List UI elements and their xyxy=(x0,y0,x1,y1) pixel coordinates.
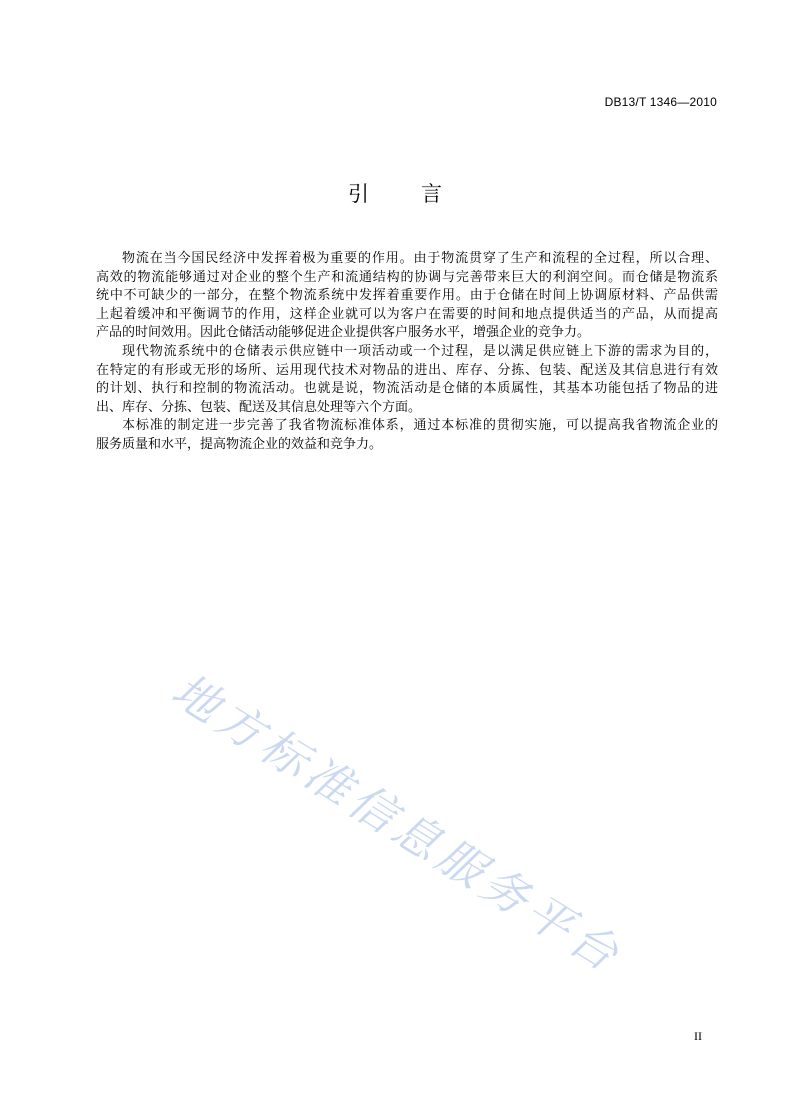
paragraph-1 xyxy=(96,250,718,343)
watermark-text: 地方标准信息服务平台 xyxy=(162,662,633,984)
text-line: 现代物流系统中的仓储表示供应链中一项活动或一个过程，是以满足供应链上下游的需求为目的， xyxy=(122,343,718,359)
text-line: 本标准的制定进一步完善了我省物流标准体系，通过本标准的贯彻实施，可以提高我省物流企业的 xyxy=(122,418,718,434)
paragraph-3 xyxy=(96,417,718,454)
title-char-2: 言 xyxy=(421,182,444,206)
text-line: 上起着缓冲和平衡调节的作用，这样企业就可以为客户在需要的时间和地点提供适当的产品，从而提高 xyxy=(96,306,718,322)
introduction-body xyxy=(96,250,718,455)
text-line: 在特定的有形或无形的场所、运用现代技术对物品的进出、库存、分拣、包装、配送及其信息进行有效 xyxy=(96,362,718,378)
text-line: 出、库存、分拣、包装、配送及其信息处理等六个方面。 xyxy=(96,399,422,415)
text-line: 高效的物流能够通过对企业的整个生产和流通结构的协调与完善带来巨大的利润空间。而仓储是物流系 xyxy=(96,269,718,285)
document-code: DB13/T 1346—2010 xyxy=(604,95,717,109)
page-title xyxy=(0,178,792,208)
text-line: 产品的时间效用。因此仓储活动能够促进企业提供客户服务水平，增强企业的竞争力。 xyxy=(96,325,591,341)
page-number: II xyxy=(694,1029,702,1043)
paragraph-2 xyxy=(96,343,718,417)
text-line: 服务质量和水平，提高物流企业的效益和竞争力。 xyxy=(96,436,383,452)
text-line: 物流在当今国民经济中发挥着极为重要的作用。由于物流贯穿了生产和流程的全过程，所以合理、 xyxy=(122,251,718,266)
text-line: 的计划、执行和控制的物流活动。也就是说，物流活动是仓储的本质属性，其基本功能包括了物品的进 xyxy=(96,381,718,397)
title-char-1: 引 xyxy=(348,182,371,206)
text-line: 统中不可缺少的一部分，在整个物流系统中发挥着重要作用。由于仓储在时间上协调原材料、产品供需 xyxy=(96,288,718,304)
